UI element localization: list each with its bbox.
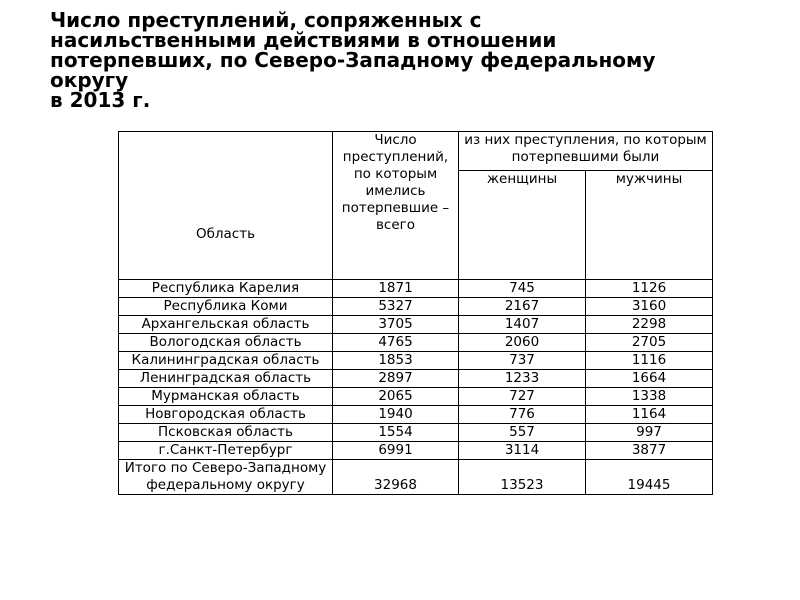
- cell-women: 737: [459, 352, 586, 370]
- cell-region: Вологодская область: [119, 334, 333, 352]
- cell-men: 3877: [586, 442, 713, 460]
- cell-region: Республика Коми: [119, 298, 333, 316]
- table-row: [119, 442, 713, 460]
- cell-men: 1126: [586, 280, 713, 298]
- table-row: [119, 298, 713, 316]
- cell-region: Мурманская область: [119, 388, 333, 406]
- cell-women: 3114: [459, 442, 586, 460]
- cell-total: 3705: [333, 316, 459, 334]
- cell-men: 2298: [586, 316, 713, 334]
- cell-women: 2167: [459, 298, 586, 316]
- cell-total: 4765: [333, 334, 459, 352]
- cell-total: 1554: [333, 424, 459, 442]
- cell-region: Республика Карелия: [119, 280, 333, 298]
- cell-men: 1116: [586, 352, 713, 370]
- table-row: [119, 460, 713, 495]
- table-row: [119, 388, 713, 406]
- cell-men: 19445: [586, 460, 713, 495]
- header-men: мужчины: [586, 171, 713, 280]
- cell-men: 1164: [586, 406, 713, 424]
- cell-region: Калининградская область: [119, 352, 333, 370]
- table-row: [119, 406, 713, 424]
- cell-total: 32968: [333, 460, 459, 495]
- cell-women: 13523: [459, 460, 586, 495]
- cell-women: 745: [459, 280, 586, 298]
- cell-total: 1853: [333, 352, 459, 370]
- cell-men: 2705: [586, 334, 713, 352]
- cell-total: 2065: [333, 388, 459, 406]
- table-row: [119, 334, 713, 352]
- cell-women: 727: [459, 388, 586, 406]
- cell-region: Ленинградская область: [119, 370, 333, 388]
- cell-region: Новгородская область: [119, 406, 333, 424]
- header-region: Область: [119, 132, 333, 280]
- cell-region: Итого по Северо-Западному федеральному округу: [119, 460, 333, 495]
- cell-total: 6991: [333, 442, 459, 460]
- cell-men: 997: [586, 424, 713, 442]
- table-row: [119, 424, 713, 442]
- table-row: [119, 370, 713, 388]
- cell-total: 2897: [333, 370, 459, 388]
- cell-total: 1940: [333, 406, 459, 424]
- cell-total: 1871: [333, 280, 459, 298]
- cell-women: 1233: [459, 370, 586, 388]
- cell-women: 776: [459, 406, 586, 424]
- cell-region: г.Санкт-Петербург: [119, 442, 333, 460]
- cell-total: 5327: [333, 298, 459, 316]
- crime-table: [118, 131, 713, 495]
- table-row: [119, 352, 713, 370]
- cell-region: Архангельская область: [119, 316, 333, 334]
- header-group: из них преступления, по которым потерпевшими были: [459, 132, 713, 171]
- cell-women: 2060: [459, 334, 586, 352]
- cell-men: 1338: [586, 388, 713, 406]
- cell-women: 557: [459, 424, 586, 442]
- table-row: [119, 280, 713, 298]
- table-row: [119, 316, 713, 334]
- cell-women: 1407: [459, 316, 586, 334]
- cell-men: 3160: [586, 298, 713, 316]
- header-total: Число преступлений, по которым имелись потерпевшие – всего: [333, 132, 459, 280]
- header-women: женщины: [459, 171, 586, 280]
- page-title: Число преступлений, сопряженных с насильственными действиями в отношении потерпевших, по Северо-Западному федеральному округу в 2013 г.: [50, 8, 656, 112]
- cell-region: Псковская область: [119, 424, 333, 442]
- cell-men: 1664: [586, 370, 713, 388]
